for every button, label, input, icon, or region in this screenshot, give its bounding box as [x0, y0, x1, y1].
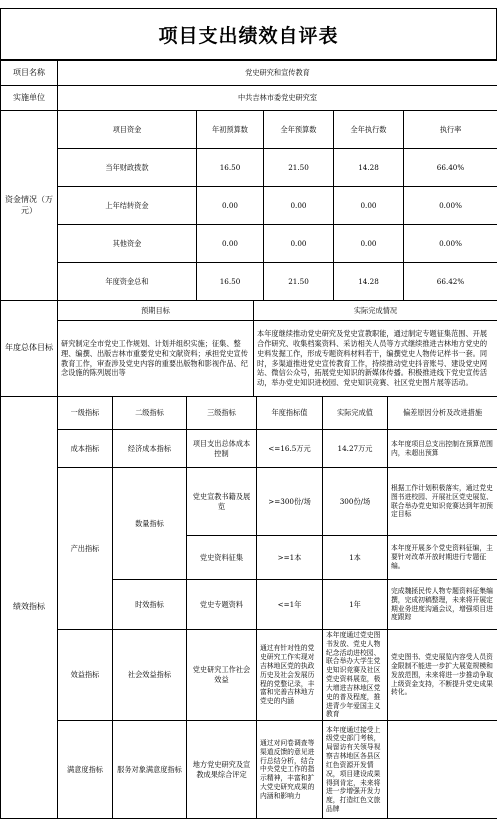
funds-header-executed: 全年执行数	[334, 111, 404, 149]
page-title: 项目支出绩效自评表	[0, 8, 497, 60]
unit-value: 中共吉林市委党史研究室	[58, 86, 497, 111]
funds-header-initial: 年初预算数	[197, 111, 264, 149]
output-actual: 1本	[323, 536, 388, 580]
effect-l1: 效益指标	[58, 630, 113, 721]
goals-expected-text: 研究制定全市党史工作规划、计划并组织实施；征集、整理、编撰、出版吉林市重要党史和文献资料；承担党史宣传教育工作，审查涉及党史内容的重要出版物和影视作品、纪念设施的陈列展出等	[58, 321, 254, 397]
satisfy-l3: 地方党史研究及宣教成果综合评定	[187, 721, 257, 819]
satisfy-reason	[388, 721, 497, 819]
effect-l2: 社会效益指标	[113, 630, 187, 721]
cost-actual: 14.27万元	[323, 430, 388, 468]
perf-header-l1: 一级指标	[58, 397, 113, 430]
funds-label: 资金情况（万元）	[1, 111, 58, 301]
funds-cell: 21.50	[264, 149, 334, 187]
output-actual: 1年	[323, 580, 388, 630]
funds-header-item: 项目资金	[58, 111, 197, 149]
perf-header-actual: 实际完成值	[323, 397, 388, 430]
funds-cell: 16.50	[197, 149, 264, 187]
output-reason: 本年度开展多个党史资料征编，主要针对改革开放时期进行专题征编。	[388, 536, 497, 580]
output-actual: 300份/场	[323, 468, 388, 536]
funds-cell: 0.00	[264, 187, 334, 225]
funds-rate: 66.42%	[404, 263, 497, 301]
satisfy-actual: 本年度通过接受上级党史部门考核，局留访有关领导视察吉林地区各县区红色资源开发情况，项目建设成果得到肯定，未来将进一步增强开发力度，打造红色文旅品牌	[323, 721, 388, 819]
evaluation-table	[0, 60, 497, 111]
funds-cell: 16.50	[197, 263, 264, 301]
effect-target: 通过有针对性的党史研究工作实现对吉林地区党的执政历史及社会发展历程的党整记录，丰富和完善吉林地方党史的内涵	[257, 630, 323, 721]
cost-l2: 经济成本指标	[113, 430, 187, 468]
output-reason: 完成魏拯民传人物专题资料征集编撰，完成初稿整理，未来将开展定期业务进度沟通会议，增强项目进度跟踪	[388, 580, 497, 630]
cost-l3: 项目支出总体成本控制	[187, 430, 257, 468]
effect-actual: 本年度通过党史图书发放、党史人物纪念活动进校园、联合举办大学生党史知识竞赛及社区党史资料展览，极大增进吉林地区党史的普及程度，推进青少年爱国主义教育	[323, 630, 388, 721]
funds-rate: 0.00%	[404, 225, 497, 263]
satisfy-l1: 满意度指标	[58, 721, 113, 819]
effect-l3: 党史研究工作社会效益	[187, 630, 257, 721]
perf-header-target: 年度指标值	[257, 397, 323, 430]
cost-target: <=16.5万元	[257, 430, 323, 468]
funds-header-annual: 全年预算数	[264, 111, 334, 149]
goals-table	[0, 300, 497, 397]
satisfy-target: 通过对问卷调查等渠道反馈的意见进行总结分析，结合中央党史工作的指示精神，丰富和扩大党史研究成果的内涵和影响力	[257, 721, 323, 819]
performance-label: 绩效指标	[1, 397, 58, 819]
cost-reason: 本年度项目总支出控制在预算范围内，未超出预算	[388, 430, 497, 468]
output-l1: 产出指标	[58, 468, 113, 630]
funds-cell: 0.00	[264, 225, 334, 263]
funds-row-label: 年度资金总和	[58, 263, 197, 301]
output-reason: 根据工作计划积极落实，通过党史图书进校园、开展社区党史展览、联合举办党史知识竞赛达到年初预定目标	[388, 468, 497, 536]
funds-row-label: 上年结转资金	[58, 187, 197, 225]
output-target: >=1本	[257, 536, 323, 580]
funds-rate: 66.40%	[404, 149, 497, 187]
goals-actual-text: 本年度继续推动党史研究及党史宣教职能，通过制定专题征集范围、开展合作研究、收集档案资料、采访相关人员等方式继续推进吉林地方党史的史料发掘工作，形成专题资料材料若干，编撰党史人物传记样书一套。同时，多渠道推进党史宣传教育工作，持续推动党史抖音账号、建设党史网站、微信公众号，拓展党史知识的新媒体传播。积极推进线下党史宣传活动，举办党史知识进校园、党史知识竞赛、社区党史图片展等活动。	[254, 321, 497, 397]
unit-label: 实施单位	[1, 86, 58, 111]
effect-reason: 党史图书、党史展览内容受人员资金限制不能进一步扩大展览规模和发放范围，未来将进一步推动争取上级资金支持，不断提升党史成果转化。	[388, 630, 497, 721]
performance-table	[0, 396, 497, 819]
goals-actual-header: 实际完成情况	[254, 301, 497, 321]
funds-cell: 0.00	[197, 225, 264, 263]
funds-header-rate: 执行率	[404, 111, 497, 149]
funds-cell: 0.00	[334, 225, 404, 263]
funds-rate: 0.00%	[404, 187, 497, 225]
output-l3: 党史资料征集	[187, 536, 257, 580]
funds-rate-table	[0, 110, 497, 301]
funds-cell: 14.28	[334, 149, 404, 187]
output-timely: 时效指标	[113, 580, 187, 630]
funds-cell: 14.28	[334, 263, 404, 301]
project-name-label: 项目名称	[1, 61, 58, 86]
output-qty: 数量指标	[113, 468, 187, 580]
output-target: <=1年	[257, 580, 323, 630]
perf-header-l2: 二级指标	[113, 397, 187, 430]
perf-header-l3: 三级指标	[187, 397, 257, 430]
output-l3: 党史宣教书籍及展览	[187, 468, 257, 536]
satisfy-l2: 服务对象满意度指标	[113, 721, 187, 819]
funds-cell: 21.50	[264, 263, 334, 301]
funds-cell: 0.00	[197, 187, 264, 225]
goals-label: 年度总体目标	[1, 301, 58, 397]
funds-row-label: 其他资金	[58, 225, 197, 263]
funds-row-label: 当年财政拨款	[58, 149, 197, 187]
cost-l1: 成本指标	[58, 430, 113, 468]
funds-cell: 0.00	[334, 187, 404, 225]
perf-header-reason: 偏差原因分析及改进措施	[388, 397, 497, 430]
goals-expected-header: 预期目标	[58, 301, 254, 321]
project-name-value: 党史研究和宣传教育	[58, 61, 497, 86]
output-target: >=300份/场	[257, 468, 323, 536]
output-l3: 党史专题资料	[187, 580, 257, 630]
